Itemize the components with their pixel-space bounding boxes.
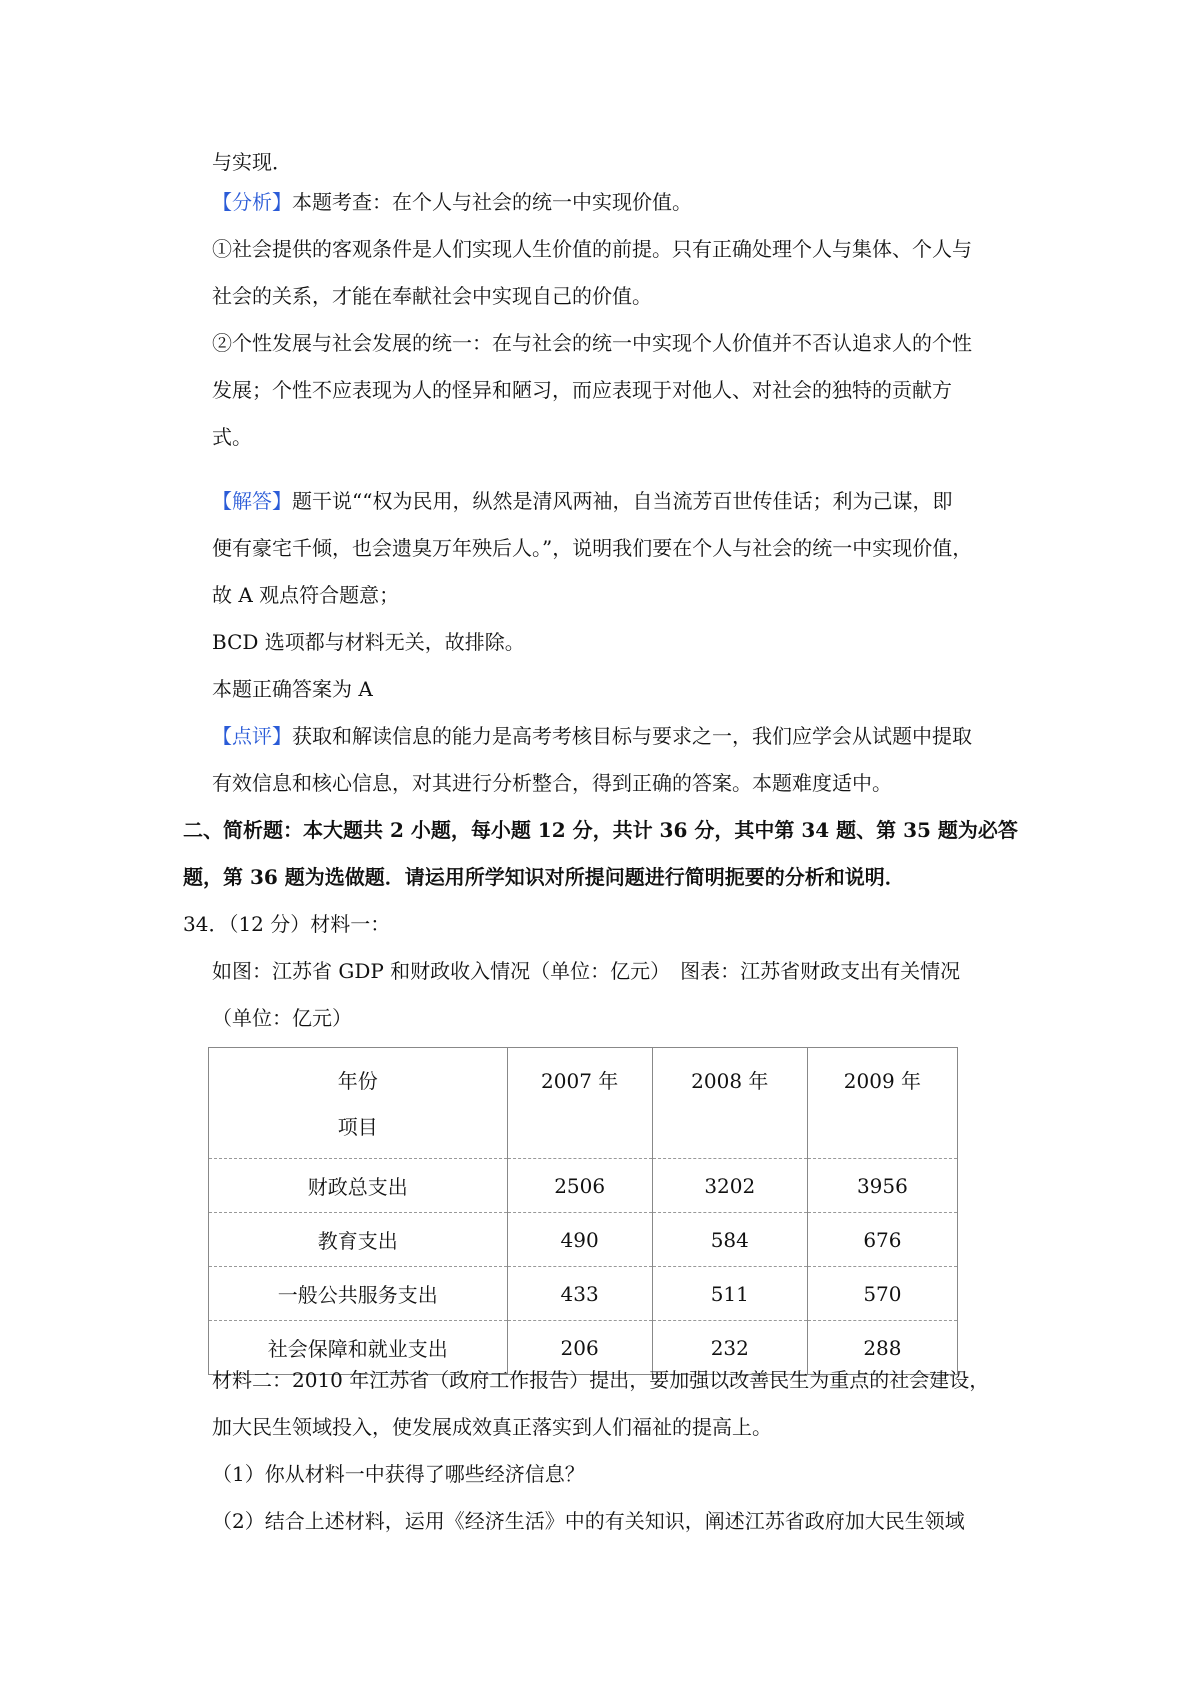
table-row — [209, 1213, 958, 1267]
table-row — [209, 1159, 958, 1213]
year-header — [807, 1048, 957, 1159]
row-label: 财政总支出 — [209, 1159, 508, 1213]
sub-question: （1）你从材料一中获得了哪些经济信息？ — [212, 1462, 585, 1486]
text-line: 本题正确答案为 A — [212, 677, 373, 701]
year-label: 2009 年 — [843, 1069, 922, 1093]
text-line: 材料二：2010 年江苏省（政府工作报告）提出，要加强以改善民生为重点的社会建设， — [212, 1368, 990, 1392]
year-label: 2008 年 — [691, 1069, 769, 1093]
analysis-tag: 【分析】 — [212, 190, 292, 214]
year-header — [507, 1048, 652, 1159]
text-line: BCD 选项都与材料无关，故排除。 — [212, 630, 525, 654]
section-heading: 二、简析题：本大题共 2 小题，每小题 12 分，共计 36 分，其中第 34 题、第 35 题为必答 — [183, 818, 1018, 842]
text-line: 便有豪宅千倾，也会遗臭万年殃后人。”，说明我们要在个人与社会的统一中实现价值， — [212, 536, 973, 560]
table-cell: 511 — [652, 1267, 807, 1321]
row-label: 教育支出 — [209, 1213, 508, 1267]
year-header — [652, 1048, 807, 1159]
text-line: 有效信息和核心信息，对其进行分析整合，得到正确的答案。本题难度适中。 — [212, 771, 892, 795]
table-cell: 433 — [507, 1267, 652, 1321]
text-line: 如图：江苏省 GDP 和财政收入情况（单位：亿元） 图表：江苏省财政支出有关情况 — [212, 959, 961, 983]
comment-line — [212, 720, 972, 752]
row-label: 社会保障和就业支出 — [209, 1321, 508, 1375]
table-header-row — [209, 1048, 958, 1159]
table-cell: 676 — [807, 1213, 957, 1267]
text-line: 与实现． — [212, 150, 292, 174]
analysis-text: 本题考查：在个人与社会的统一中实现价值。 — [292, 190, 692, 214]
table-cell: 570 — [807, 1267, 957, 1321]
text-line: 社会的关系，才能在奉献社会中实现自己的价值。 — [212, 284, 652, 308]
question-number: 34．（12 分）材料一： — [183, 912, 391, 936]
analysis-line — [212, 186, 692, 218]
sub-question: （2）结合上述材料，运用《经济生活》中的有关知识，阐述江苏省政府加大民生领域 — [212, 1509, 965, 1533]
text-line: 故 A 观点符合题意； — [212, 583, 400, 607]
text-line: ①社会提供的客观条件是人们实现人生价值的前提。只有正确处理个人与集体、个人与 — [212, 237, 972, 261]
row-label: 一般公共服务支出 — [209, 1267, 508, 1321]
text-line: （单位：亿元） — [212, 1006, 352, 1030]
table-cell: 3956 — [807, 1159, 957, 1213]
comment-text: 获取和解读信息的能力是高考考核目标与要求之一，我们应学会从试题中提取 — [292, 724, 972, 748]
table-cell: 584 — [652, 1213, 807, 1267]
table-row — [209, 1267, 958, 1321]
year-label: 2007 年 — [541, 1069, 619, 1093]
table-cell: 2506 — [507, 1159, 652, 1213]
corner-cell — [209, 1048, 508, 1159]
comment-tag: 【点评】 — [212, 724, 292, 748]
table-cell: 288 — [807, 1321, 957, 1375]
table-cell: 206 — [507, 1321, 652, 1375]
expenditure-table — [208, 1047, 958, 1375]
answer-line — [212, 485, 952, 517]
corner-top: 年份 — [337, 1069, 378, 1093]
corner-bottom: 项目 — [337, 1115, 378, 1139]
section-heading: 题，第 36 题为选做题．请运用所学知识对所提问题进行简明扼要的分析和说明． — [183, 865, 905, 889]
answer-text: 题干说““权为民用，纵然是清风两袖，自当流芳百世传佳话；利为己谋，即 — [292, 489, 953, 513]
text-line: 式。 — [212, 425, 252, 449]
table-cell: 232 — [652, 1321, 807, 1375]
table-cell: 3202 — [652, 1159, 807, 1213]
table-cell: 490 — [507, 1213, 652, 1267]
text-line: 加大民生领域投入，使发展成效真正落实到人们福祉的提高上。 — [212, 1415, 772, 1439]
answer-tag: 【解答】 — [212, 489, 292, 513]
text-line: ②个性发展与社会发展的统一：在与社会的统一中实现个人价值并不否认追求人的个性 — [212, 331, 972, 355]
text-line: 发展；个性不应表现为人的怪异和陋习，而应表现于对他人、对社会的独特的贡献方 — [212, 378, 952, 402]
